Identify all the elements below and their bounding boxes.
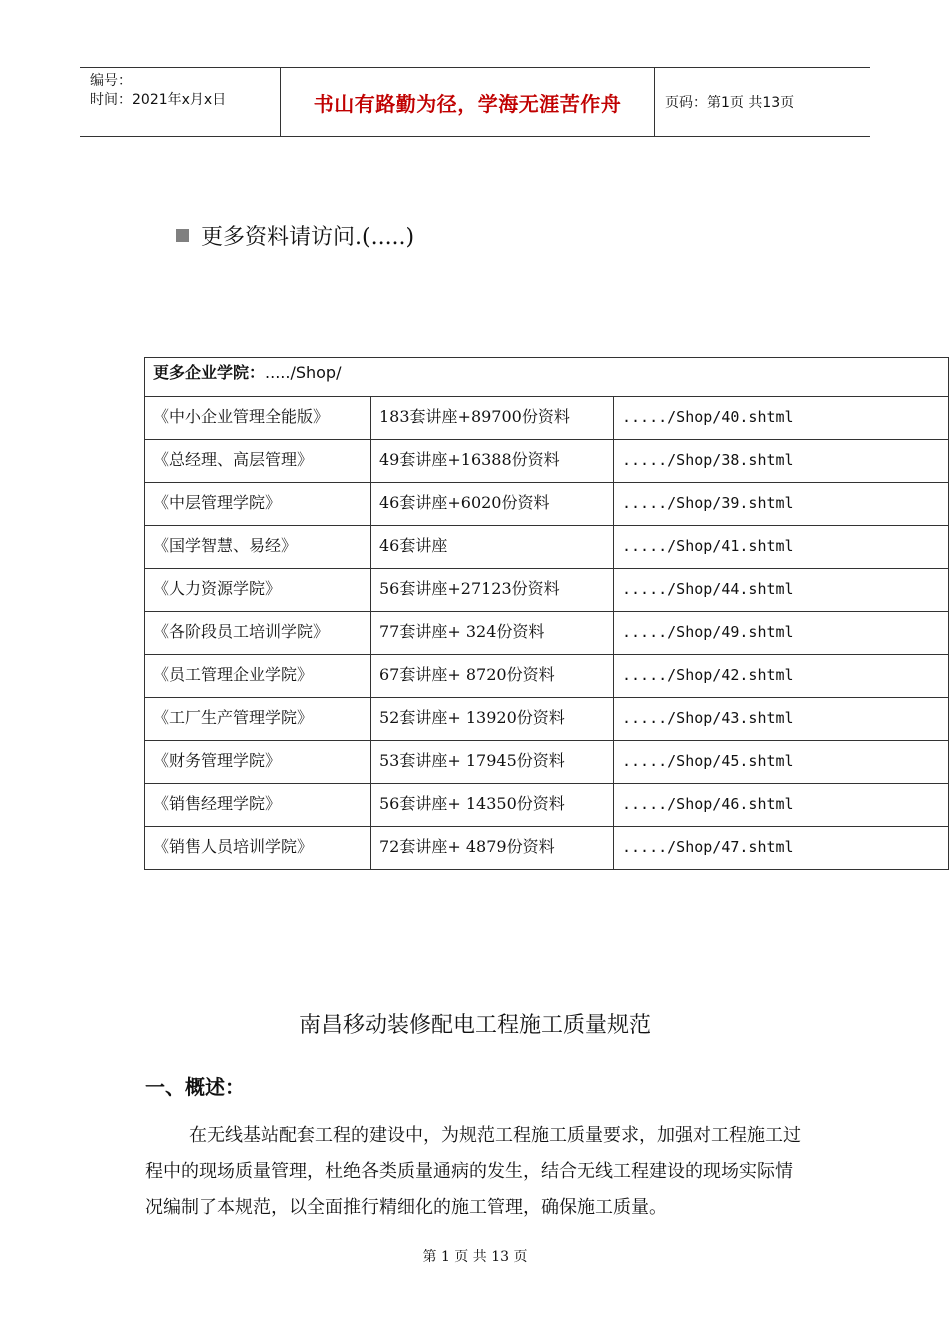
body-paragraph: 在无线基站配套工程的建设中，为规范工程施工质量要求，加强对工程施工过程中的现场质量管理，杜绝各类质量通病的发生，结合无线工程建设的现场实际情况编制了本规范，以全面推行精细化的施工管理，确保施工质量。 <box>145 1125 801 1218</box>
catalog-header-url[interactable]: ...../Shop/ <box>265 363 342 382</box>
catalog-row <box>145 526 949 569</box>
catalog-course-link[interactable]: ...../Shop/40.shtml <box>614 397 949 440</box>
catalog-course-name: 《各阶段员工培训学院》 <box>145 612 371 655</box>
catalog-course-name: 《员工管理企业学院》 <box>145 655 371 698</box>
catalog-header-cell <box>145 358 949 397</box>
more-info-line <box>176 220 414 251</box>
catalog-row <box>145 784 949 827</box>
header-meta <box>80 68 281 136</box>
header-motto: 书山有路勤为径，学海无涯苦作舟 <box>281 68 655 136</box>
catalog-course-link[interactable]: ...../Shop/41.shtml <box>614 526 949 569</box>
catalog-row <box>145 655 949 698</box>
section-heading: 一、概述： <box>145 1075 245 1099</box>
catalog-course-description: 46套讲座 <box>371 526 614 569</box>
catalog-row <box>145 483 949 526</box>
catalog-course-name: 《销售经理学院》 <box>145 784 371 827</box>
square-bullet-icon <box>176 229 189 242</box>
catalog-header-label: 更多企业学院： <box>153 363 266 382</box>
catalog-row <box>145 698 949 741</box>
catalog-course-name: 《总经理、高层管理》 <box>145 440 371 483</box>
catalog-course-description: 56套讲座+27123份资料 <box>371 569 614 612</box>
catalog-course-description: 46套讲座+6020份资料 <box>371 483 614 526</box>
page-footer: 第 1 页 共 13 页 <box>422 1249 528 1265</box>
page-header <box>80 67 870 137</box>
catalog-row <box>145 397 949 440</box>
header-page-info: 页码：第1页 共13页 <box>665 95 795 111</box>
document-number-label: 编号： <box>90 73 132 89</box>
document-title: 南昌移动装修配电工程施工质量规范 <box>298 1013 651 1038</box>
catalog-course-name: 《工厂生产管理学院》 <box>145 698 371 741</box>
catalog-course-description: 183套讲座+89700份资料 <box>371 397 614 440</box>
catalog-course-name: 《销售人员培训学院》 <box>145 827 371 870</box>
catalog-course-link[interactable]: ...../Shop/44.shtml <box>614 569 949 612</box>
catalog-course-link[interactable]: ...../Shop/49.shtml <box>614 612 949 655</box>
catalog-course-description: 67套讲座+ 8720份资料 <box>371 655 614 698</box>
catalog-row <box>145 569 949 612</box>
catalog-course-name: 《财务管理学院》 <box>145 741 371 784</box>
catalog-course-link[interactable]: ...../Shop/42.shtml <box>614 655 949 698</box>
catalog-course-name: 《中小企业管理全能版》 <box>145 397 371 440</box>
catalog-course-link[interactable]: ...../Shop/39.shtml <box>614 483 949 526</box>
catalog-course-link[interactable]: ...../Shop/47.shtml <box>614 827 949 870</box>
catalog-course-description: 49套讲座+16388份资料 <box>371 440 614 483</box>
catalog-course-name: 《人力资源学院》 <box>145 569 371 612</box>
catalog-row <box>145 741 949 784</box>
catalog-course-description: 52套讲座+ 13920份资料 <box>371 698 614 741</box>
catalog-course-name: 《中层管理学院》 <box>145 483 371 526</box>
catalog-row <box>145 827 949 870</box>
catalog-course-name: 《国学智慧、易经》 <box>145 526 371 569</box>
catalog-course-link[interactable]: ...../Shop/45.shtml <box>614 741 949 784</box>
catalog-row <box>145 440 949 483</box>
document-time-label: 时间：2021年x月x日 <box>90 92 227 108</box>
catalog-table <box>144 357 949 870</box>
catalog-course-description: 53套讲座+ 17945份资料 <box>371 741 614 784</box>
catalog-course-link[interactable]: ...../Shop/43.shtml <box>614 698 949 741</box>
catalog-header-row <box>145 358 949 397</box>
catalog-course-link[interactable]: ...../Shop/38.shtml <box>614 440 949 483</box>
catalog-course-description: 77套讲座+ 324份资料 <box>371 612 614 655</box>
catalog-course-description: 72套讲座+ 4879份资料 <box>371 827 614 870</box>
catalog-course-link[interactable]: ...../Shop/46.shtml <box>614 784 949 827</box>
catalog-row <box>145 612 949 655</box>
catalog-course-description: 56套讲座+ 14350份资料 <box>371 784 614 827</box>
more-info-text: 更多资料请访问.(.....) <box>201 225 415 250</box>
